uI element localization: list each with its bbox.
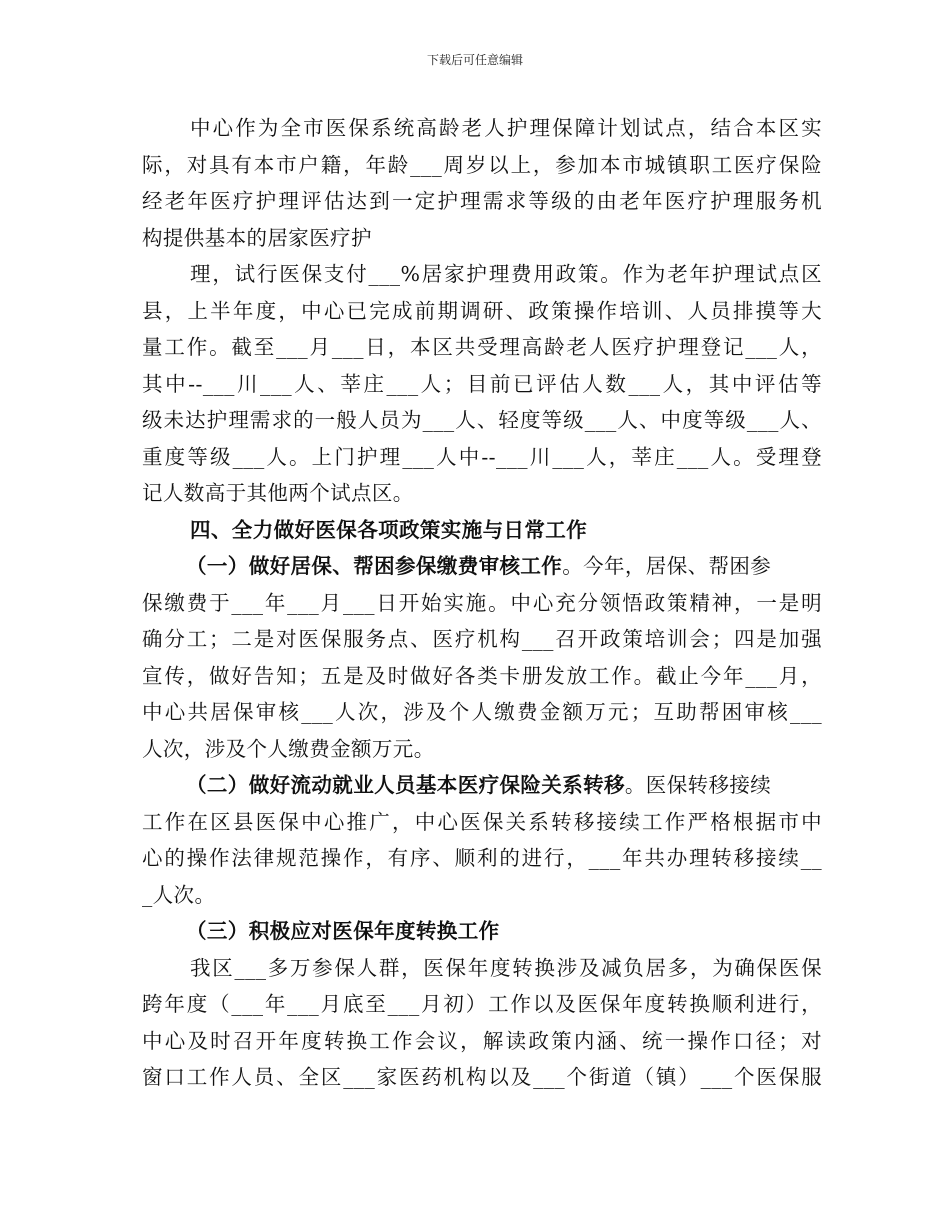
paragraph-line: 工作在区县医保中心推广，中心医保关系转移接续工作严格根据市中	[142, 809, 822, 834]
paragraph-line: 经老年医疗护理评估达到一定护理需求等级的由老年医疗护理服务机	[142, 189, 822, 213]
paragraph-line: 宣传，做好告知；五是及时做好各类卡册发放工作。截止今年___月，	[142, 663, 822, 688]
paragraph-line: 级未达护理需求的一般人员为___人、轻度等级___人、中度等级___人、	[142, 408, 822, 432]
subsection-title: （一）做好居保、帮困参保缴费审核工作	[186, 554, 563, 578]
paragraph-line: 构提供基本的居家医疗护	[142, 225, 372, 250]
paragraph-line: 中心作为全市医保系统高龄老人护理保障计划试点，结合本区实	[190, 116, 822, 140]
paragraph-line: 中心及时召开年度转换工作会议，解读政策内涵、统一操作口径；对	[142, 1028, 822, 1053]
paragraph-line: 窗口工作人员、全区___家医药机构以及___个街道（镇）___个医保服	[142, 1065, 822, 1089]
paragraph-line: 人次，涉及个人缴费金额万元。	[142, 736, 435, 761]
paragraph-line: 记人数高于其他两个试点区。	[142, 481, 414, 505]
paragraph-line: 县，上半年度，中心已完成前期调研、政策操作培训、人员排摸等大	[142, 298, 822, 323]
paragraph-line: 际，对具有本市户籍，年龄___周岁以上，参加本市城镇职工医疗保险	[142, 152, 822, 177]
paragraph-line: _人次。	[142, 882, 216, 907]
subsection-heading: （三）积极应对医保年度转换工作	[186, 919, 500, 943]
paragraph-line: 保缴费于___年___月___日开始实施。中心充分领悟政策精神，一是明	[142, 590, 822, 615]
paragraph-line: 量工作。截至___月___日，本区共受理高龄老人医疗护理登记___人，	[142, 335, 822, 359]
paragraph-line: 我区___多万参保人群，医保年度转换涉及减负居多，为确保医保	[190, 955, 822, 980]
page-header: 下载后可任意编辑	[426, 53, 523, 67]
subsection-text: 。今年，居保、帮困参	[562, 554, 772, 578]
paragraph-line: 其中--___川___人、莘庄___人；目前已评估人数___人，其中评估等	[142, 371, 822, 396]
document-body	[142, 110, 822, 1096]
paragraph-line: 重度等级___人。上门护理___人中--___川___人，莘庄___人。受理登	[142, 444, 822, 469]
subsection-title: （二）做好流动就业人员基本医疗保险关系转移	[186, 773, 625, 797]
paragraph-line: 理，试行医保支付___%居家护理费用政策。作为老年护理试点区	[190, 262, 822, 286]
subsection-first-line	[142, 548, 822, 585]
section-heading: 四、全力做好医保各项政策实施与日常工作	[190, 517, 588, 542]
paragraph-line: 跨年度（___年___月底至___月初）工作以及医保年度转换顺利进行，	[142, 992, 822, 1016]
subsection-text: 。医保转移接续	[624, 773, 772, 797]
paragraph-line: 确分工；二是对医保服务点、医疗机构___召开政策培训会；四是加强	[142, 627, 822, 651]
subsection-first-line	[142, 767, 822, 804]
paragraph-line: 中心共居保审核___人次，涉及个人缴费金额万元；互助帮困审核___	[142, 700, 822, 724]
paragraph-line: 心的操作法律规范操作，有序、顺利的进行，___年共办理转移接续__	[142, 846, 822, 870]
